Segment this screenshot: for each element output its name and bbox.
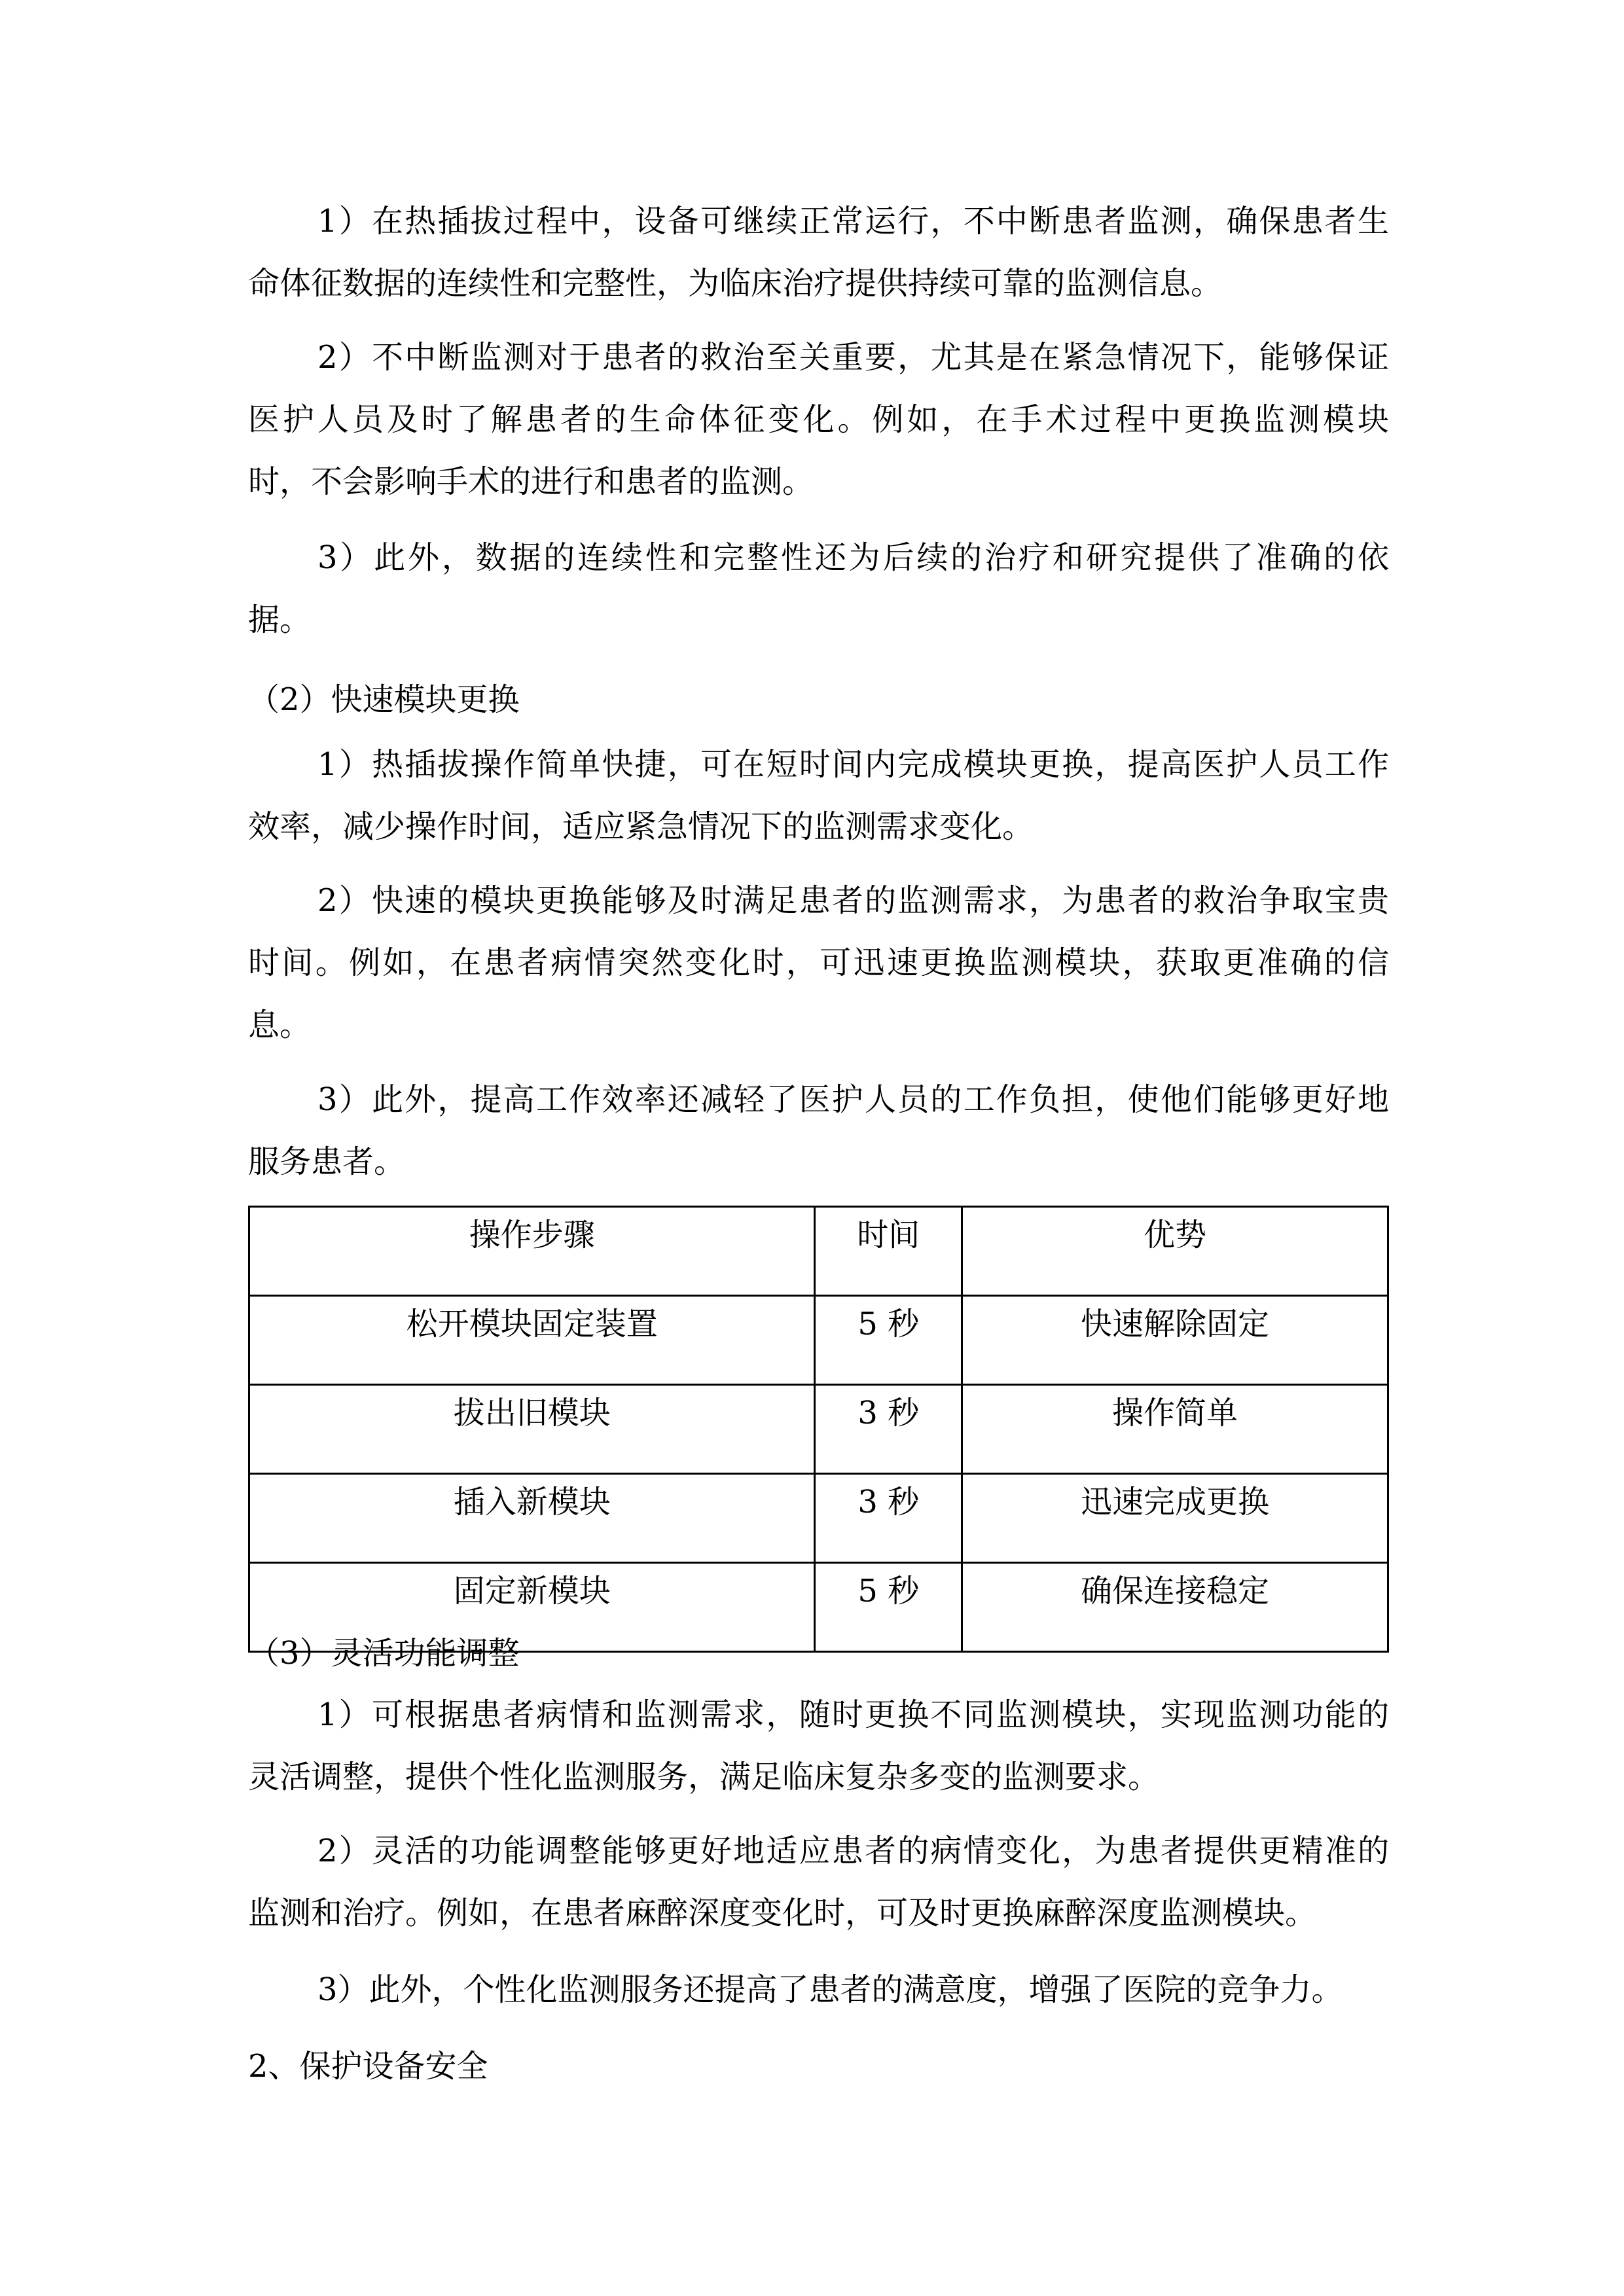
table-row bbox=[249, 1474, 1388, 1563]
table-cell: 3 秒 bbox=[815, 1385, 962, 1474]
paragraph-line: 时，不会影响手术的进行和患者的监测。 bbox=[248, 463, 814, 500]
section-heading bbox=[248, 669, 1389, 731]
paragraph-line: 时间。例如，在患者病情突然变化时，可迅速更换监测模块，获取更准确的信 bbox=[248, 944, 1389, 981]
paragraph-line: 1）可根据患者病情和监测需求，随时更换不同监测模块，实现监测功能的 bbox=[317, 1696, 1389, 1733]
paragraph-line: 3）此外，提高工作效率还减轻了医护人员的工作负担，使他们能够更好地 bbox=[317, 1081, 1389, 1118]
section-heading bbox=[248, 2036, 1389, 2098]
header-cell: 时间 bbox=[815, 1207, 962, 1296]
table-cell: 固定新模块 bbox=[249, 1563, 815, 1652]
table-cell: 5 秒 bbox=[815, 1296, 962, 1385]
paragraph-line: 据。 bbox=[248, 601, 312, 638]
paragraph bbox=[248, 190, 1389, 315]
paragraph-line: 2）不中断监测对于患者的救治至关重要，尤其是在紧急情况下，能够保证 bbox=[317, 339, 1389, 376]
paragraph-line: 息。 bbox=[248, 1007, 312, 1043]
heading-text: （3）灵活功能调整 bbox=[248, 1635, 520, 1672]
paragraph-line: 3）此外，个性化监测服务还提高了患者的满意度，增强了医院的竞争力。 bbox=[317, 1971, 1343, 2008]
table-row bbox=[249, 1563, 1388, 1652]
header-cell: 操作步骤 bbox=[249, 1207, 815, 1296]
table-cell: 操作简单 bbox=[962, 1385, 1388, 1474]
paragraph-line: 2）快速的模块更换能够及时满足患者的监测需求，为患者的救治争取宝贵 bbox=[317, 882, 1389, 919]
paragraph-line: 1）热插拔操作简单快捷，可在短时间内完成模块更换，提高医护人员工作 bbox=[317, 746, 1389, 783]
heading-text: 2、保护设备安全 bbox=[248, 2048, 488, 2085]
header-cell: 优势 bbox=[962, 1207, 1388, 1296]
table-cell: 快速解除固定 bbox=[962, 1296, 1388, 1385]
paragraph-line: 医护人员及时了解患者的生命体征变化。例如，在手术过程中更换监测模块 bbox=[248, 401, 1389, 438]
paragraph-line: 监测和治疗。例如，在患者麻醉深度变化时，可及时更换麻醉深度监测模块。 bbox=[248, 1895, 1317, 1931]
table-cell: 5 秒 bbox=[815, 1563, 962, 1652]
paragraph bbox=[248, 1820, 1389, 1945]
heading-text: （2）快速模块更换 bbox=[248, 681, 520, 718]
table-row bbox=[249, 1385, 1388, 1474]
paragraph-line: 1）在热插拔过程中，设备可继续正常运行，不中断患者监测，确保患者生 bbox=[317, 203, 1389, 240]
table-cell: 拔出旧模块 bbox=[249, 1385, 815, 1474]
table-row bbox=[249, 1296, 1388, 1385]
paragraph bbox=[248, 734, 1389, 858]
paragraph-line: 灵活调整，提供个性化监测服务，满足临床复杂多变的监测要求。 bbox=[248, 1759, 1160, 1795]
paragraph bbox=[248, 1959, 1389, 2021]
table-cell: 迅速完成更换 bbox=[962, 1474, 1388, 1563]
paragraph-line: 3）此外，数据的连续性和完整性还为后续的治疗和研究提供了准确的依 bbox=[317, 539, 1389, 576]
table-header-row bbox=[249, 1207, 1388, 1296]
paragraph bbox=[248, 527, 1389, 651]
table-cell: 确保连接稳定 bbox=[962, 1563, 1388, 1652]
paragraph-line: 效率，减少操作时间，适应紧急情况下的监测需求变化。 bbox=[248, 808, 1034, 845]
paragraph-line: 服务患者。 bbox=[248, 1143, 406, 1180]
paragraph bbox=[248, 870, 1389, 1056]
paragraph-line: 2）灵活的功能调整能够更好地适应患者的病情变化，为患者提供更精准的 bbox=[317, 1833, 1389, 1869]
table-cell: 松开模块固定装置 bbox=[249, 1296, 815, 1385]
paragraph-line: 命体征数据的连续性和完整性，为临床治疗提供持续可靠的监测信息。 bbox=[248, 265, 1223, 302]
table-cell: 插入新模块 bbox=[249, 1474, 815, 1563]
paragraph bbox=[248, 327, 1389, 513]
paragraph bbox=[248, 1069, 1389, 1193]
paragraph bbox=[248, 1684, 1389, 1808]
table-cell: 3 秒 bbox=[815, 1474, 962, 1563]
module-replacement-table bbox=[248, 1206, 1389, 1653]
